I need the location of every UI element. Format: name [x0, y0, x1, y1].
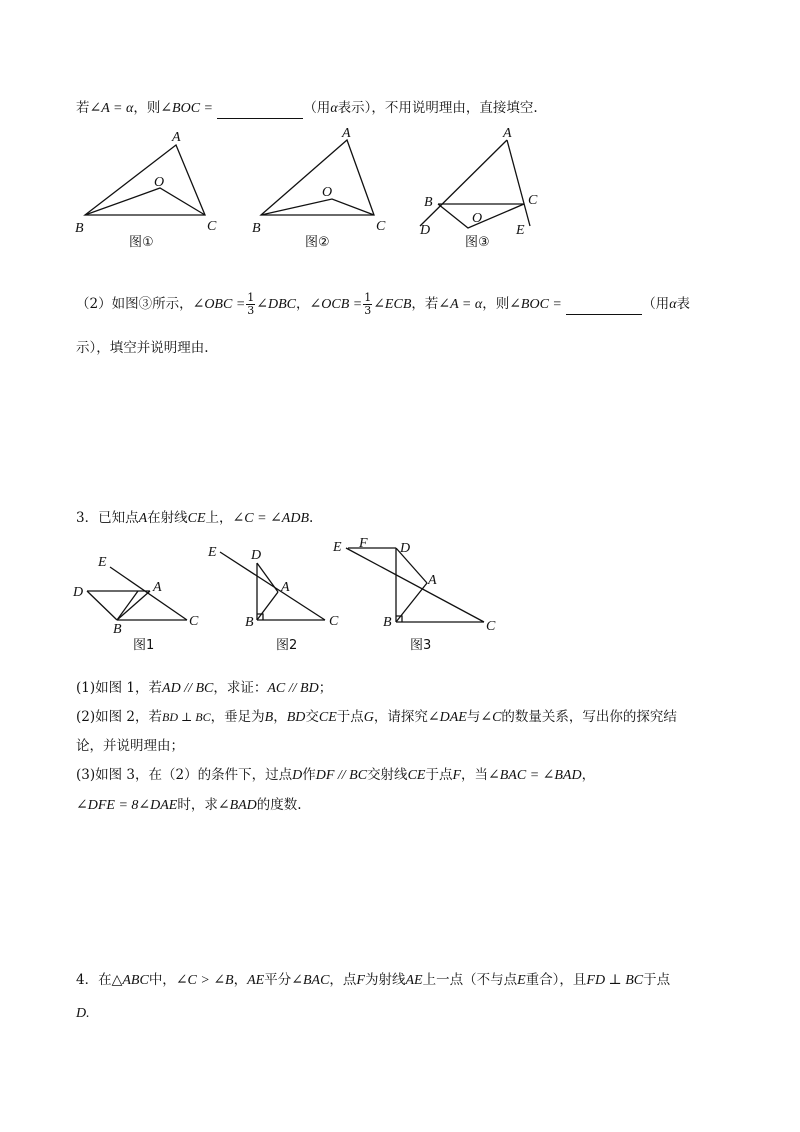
label: B	[245, 615, 254, 630]
label: A	[153, 580, 162, 595]
figure-caption: 图3	[410, 638, 432, 653]
label: C	[528, 193, 538, 208]
fraction: $\frac{1}{3}$	[364, 291, 372, 317]
q3-part2-line1: (2)如图 2，若BD ⊥ BC，垂足为B，BD交CE于点G，请探究∠DAE与∠C的数量关系，写出你的探究结	[76, 709, 677, 725]
fraction: $\frac{1}{3}$	[247, 291, 255, 317]
label: D	[400, 541, 411, 556]
q3-part1: (1)如图 1，若AD // BC，求证：AC // BD；	[76, 680, 333, 696]
label: B	[252, 221, 261, 236]
q2-part2-line1: （2）如图③所示，∠OBC = $\frac{1}{3}$ ∠DBC，∠OCB = $\frac{1}{3}$ ∠ECB，若∠A = α，则∠BOC = （用α表	[76, 291, 691, 317]
label: E	[333, 540, 342, 555]
label: C	[486, 619, 496, 634]
q3-part2-line2: 论，并说明理由；	[76, 738, 184, 754]
label: A	[503, 126, 512, 141]
q3-figure-3	[332, 536, 496, 653]
label: C	[376, 219, 386, 234]
label: D	[420, 223, 431, 238]
label: O	[154, 175, 165, 190]
label: A	[342, 126, 351, 141]
label: C	[207, 219, 217, 234]
label: E	[516, 223, 525, 238]
q4-line1: 4．在△ABC中，∠C > ∠B，AE平分∠BAC，点F为射线AE上一点（不与点E重合），且FD ⊥ BC于点	[76, 972, 671, 988]
label: D	[73, 585, 84, 600]
label: O	[472, 211, 483, 226]
label: D	[251, 548, 262, 563]
q3-figure-1	[72, 555, 199, 653]
q3-part3-line2: ∠DFE = 8∠DAE时，求∠BAD的度数.	[76, 797, 302, 813]
figure-caption: 图2	[276, 638, 298, 653]
label: A	[281, 580, 290, 595]
label: E	[98, 555, 107, 570]
figure-caption: 图③	[465, 235, 490, 250]
label: B	[383, 615, 392, 630]
label: O	[322, 185, 333, 200]
figure-caption: 图1	[133, 638, 155, 653]
q2-line1: 若∠A = α，则∠BOC = （用α表示），不用说明理由，直接填空.	[76, 98, 538, 119]
label: C	[189, 614, 199, 629]
q3-intro: 3．已知点A在射线CE上，∠C = ∠ADB.	[76, 510, 314, 526]
label: E	[208, 545, 217, 560]
label: A	[428, 573, 437, 588]
label: A	[172, 130, 181, 145]
q2-part2-line2: 示），填空并说明理由.	[76, 340, 209, 356]
label: C	[329, 614, 339, 629]
figure-caption: 图②	[305, 235, 330, 250]
label: B	[424, 195, 433, 210]
q3-figure-2	[207, 545, 339, 653]
label: F	[359, 536, 368, 551]
q3-part3-line1: (3)如图 3，在（2）的条件下，过点D作DF // BC交射线CE于点F，当∠BAC = ∠BAD，	[76, 767, 596, 783]
label: B	[75, 221, 84, 236]
q4-line2: D.	[76, 1006, 90, 1021]
figure-caption: 图①	[129, 235, 154, 250]
label: B	[113, 622, 122, 637]
